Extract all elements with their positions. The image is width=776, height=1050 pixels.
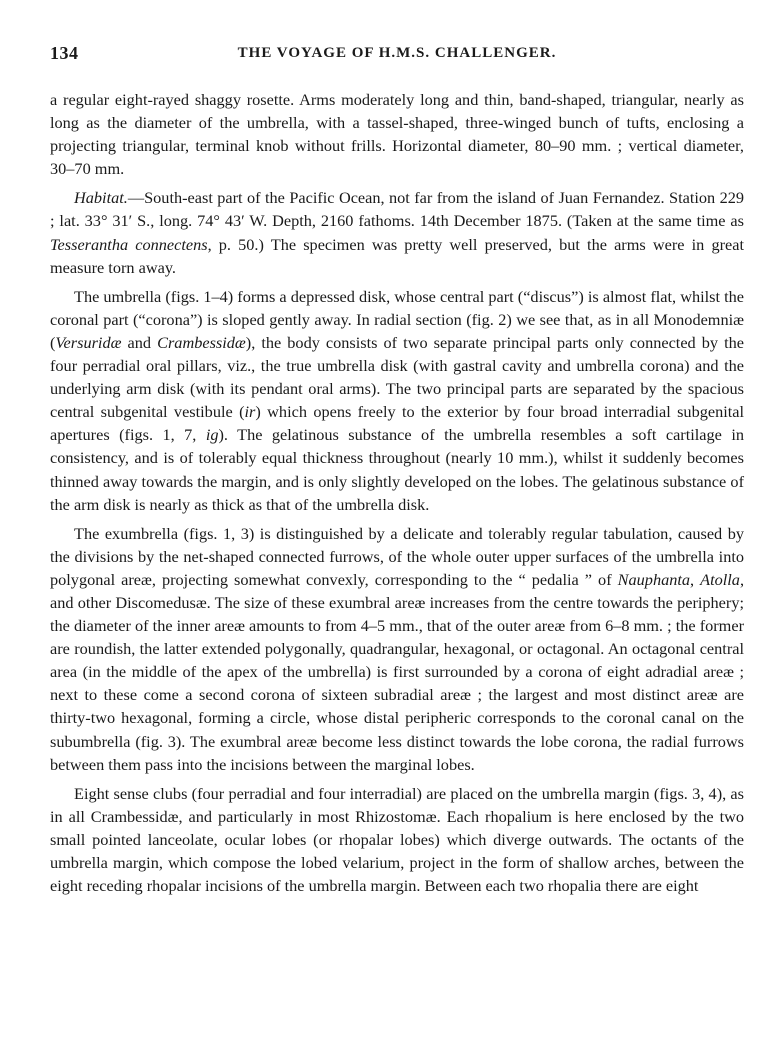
page-number: 134 [50,43,79,63]
umbrella-text-c: ) which opens freely to the exterior by four broad interradial subgenital apertures (figs. 1, 7, [50,402,745,445]
exumbrella-text-b: , and other Discomedusæ. The size of these exumbral areæ increases from the centre towards the periphery; the diameter of the inner areæ amounts to from 4–5 mm., that of the outer areæ from 6–8 mm. ; the former are roundish, the latter extended polygonally, quadrangular, hexagonal, or octagonal. An octagonal central area (in the middle of the apex of the umbrella) is first surrounded by a corona of eight adradial areæ ; next to these come a second corona of sixteen subradial areæ ; the largest and most distinct areæ are thirty-two hexagonal, forming a circle, whose distal peripheric corresponds to the coronal canal on the subumbrella (fig. 3). The exumbral areæ become less distinct towards the lobe corona, the radial furrows between them pass into the incisions between the marginal lobes. [50,569,745,774]
umbrella-text-b: ), the body consists of two separate principal parts only connected by the four perradial oral pillars, viz., the true umbrella disk (with gastral cavity and umbrella corona) and the underlying arm disk (with its pendant oral arms). The two principal parts are separated by the spacious central subgenital vestibule ( [50,332,744,422]
habitat-text-b: , p. 50.) The specimen was pretty well preserved, but the arms were in great measure torn away. [50,234,744,277]
abbr-ir: ir [244,402,256,422]
habitat-text-a: —South-east part of the Pacific Ocean, not far from the island of Juan Fernandez. Station 229 ; lat. 33° 31′ S., long. 74° 43′ W. Depth, 2160 fathoms. 14th December 1875. (Taken at the same time as [50,188,744,231]
exumbrella-comma: , [690,569,701,589]
running-head: THE VOYAGE OF H.M.S. CHALLENGER. [237,45,557,61]
genus-atolla: Atolla [700,569,740,589]
paragraph-exumbrella [50,522,744,776]
species-name: Tesserantha connectens [50,234,208,254]
body-text [50,88,744,897]
genus-nauphanta: Nauphanta [617,569,691,589]
paragraph-umbrella [50,285,744,516]
umbrella-and: and [121,332,158,352]
umbrella-text-d: ). The gelatinous substance of the umbrella resembles a soft cartilage in consistency, and is of tolerably equal thickness throughout (nearly 10 mm.), whilst it suddenly becomes thinned away towards the margin, and is only slightly developed on the lobes. The gelatinous substance of the arm disk is nearly as thick as that of the umbrella disk. [50,425,745,514]
habitat-label: Habitat. [74,188,128,208]
taxon-versuridae: Versuridæ [55,332,122,352]
taxon-crambessidae: Crambessidæ [157,332,246,352]
exumbrella-text-a: The exumbrella (figs. 1, 3) is distinguished by a delicate and tolerably regular tabulation, caused by the divisions by the net-shaped connected furrows, of the whole outer upper surfaces of the umbrella into polygonal areæ, projecting somewhat convexly, corresponding to the “ pedalia ” of [50,523,744,589]
abbr-ig: ig [205,425,219,445]
paragraph-habitat [50,186,744,278]
page-header [50,0,744,63]
paragraph-arms-description: a regular eight-rayed shaggy rosette. Arms moderately long and thin, band-shaped, triangular, nearly as long as the diameter of the umbrella, with a tassel-shaped, three-winged bunch of tufts, enclosing a projecting triangular, terminal knob without frills. Horizontal diameter, 80–90 mm. ; vertical diameter, 30–70 mm. [50,90,744,179]
paragraph-sense-clubs: Eight sense clubs (four perradial and four interradial) are placed on the umbrella margin (figs. 3, 4), as in all Crambessidæ, and particularly in most Rhizostomæ. Each rhopalium is here enclosed by the two small pointed lanceolate, ocular lobes (or rhopalar lobes) which diverge outwards. The octants of the umbrella margin, which compose the lobed velarium, project in the form of shallow arches, between the eight receding rhopalar incisions of the umbrella margin. Between each two rhopalia there are eight [50,783,744,896]
umbrella-text-a: The umbrella (figs. 1–4) forms a depressed disk, whose central part (“discus”) is almost flat, whilst the coronal part (“corona”) is sloped gently away. In radial section (fig. 2) we see that, as in all Monodemniæ ( [50,286,744,352]
